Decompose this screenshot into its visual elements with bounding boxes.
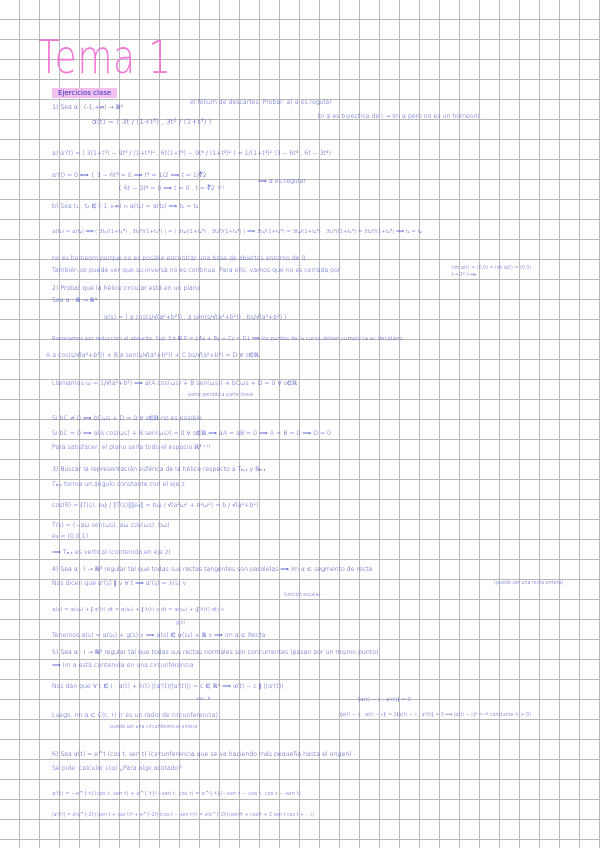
exercise-1-derivative: a) α'(t) = ( 3(1+t³) − 9t³ / (1+t³)² , 6t(1+t³) − 9t⁴ / (1+t³)² ) = 1/(1+t³)² (3 − 6t³ , 6t − 3t⁴) (52, 150, 332, 157)
exercise-2-omega: Llamamos ω = 1/√(a²+b²) ⟹ a(A cos(ωs) + B sen(ωs)) + bCωs + D = 0 ∀ s∈ℝ (52, 380, 298, 387)
exercise-5-normal: Nos dan que ∀ t ∈ I : α(t) + λ(t) J(α'(t)/|α'(t)|) = c ∈ ℝ² ⟹ α(t) − c ∥ J(α'(t)) (52, 683, 284, 690)
exercise-3-conclusion: ⟹ Tₙ,ₜ es vertical (contenida en eje z) (52, 549, 171, 556)
exercise-2-statement: 2) Probar que la hélice circular está en un plano. (52, 285, 203, 292)
exercise-5-derivative: ⟨α(t) − c , α(t) − c⟩' = 2⟨α(t) − c , α'(t)⟩ = 0 ⟹ |α(t) − c|² = r² constante (r > 0) (340, 713, 532, 718)
exercise-4-g: g(s) (176, 621, 186, 626)
exercise-1-zero-eq-1: α'(t) = 0 ⟺ { 3 − 6t³ = 0 ⟹ t³ = 1/2 ⟹ t = 1/∛2 (52, 172, 207, 179)
exercise-1-regular-conclusion: ⟹ α es regular (258, 178, 306, 185)
exercise-2-parts: parte periódica parte lineal (188, 393, 254, 398)
exercise-1-zero-eq-2: { 6t − 3t⁴ = 0 ⟹ t = 0 , t = ∛2 !!! (118, 185, 225, 192)
exercise-2-alpha-def: α(s) = ( a cos(s/√(a²+b²)) , a sen(s/√(a²+b²)) , bs/√(a²+b²) ) (104, 314, 287, 321)
page-title: Tema 1 (38, 30, 172, 84)
exercise-3-tangent: T(s) = (−aω sen(ωs), aω cos(ωs), bω) (52, 522, 170, 529)
exercise-4-integral: α(s) = α(s₀) + ∫ α'(t) dt = α(s₀) + ∫ λ(t) v dt = α(s₀) + (∫ λ(t) dt) v (52, 607, 225, 613)
exercise-1-limits-sub: t→-1⁺ t→∞ (452, 273, 477, 278)
exercise-6-derivative: α'(t) = −e^{-t}(cos t, sen t) + e^{-t}(−sen t, cos t) = e^{-t}(−sen t − cos t, cos t − sen t) (52, 791, 301, 797)
exercise-3-cos: cos(θ) = ⟨T(s), e₃⟩ / ‖T(s)‖‖e₃‖ = bω / √(a²ω² + b²ω²) = b / √(a²+b²) (52, 502, 259, 509)
exercise-3-angle: Tₙ,ₜ forma un ángulo constante con el eje z. (52, 481, 187, 488)
exercise-1-statement: 1) Sea α : (-1,+∞) → ℝ² (52, 104, 123, 111)
exercise-2-alpha-domain: Sea α : ℝ → ℝ³ (52, 297, 97, 304)
exercise-4-parallel: Nos dicen que α'(s) ∥ v ∀ t ⟹ α'(s) = λ(s) v (52, 580, 187, 587)
exercise-2-absurd: Razonamos por reducción al absurdo: Sup ∃ π ∈ P = {Ax + By + Cz = D} ⟹ los puntos de la curva deben cumplir la ec del plano. (52, 336, 405, 342)
exercise-3-e3: e₃ = (0,0,1) (52, 533, 88, 540)
exercise-6-task: Se pide: calcular L(α) ¿Para algo acotado? (52, 765, 182, 772)
exercise-1-limits: lim α(t) = (0,0) = lim α(t) = (0,0) (452, 266, 532, 271)
exercise-5-goal: ⟹ Im α está contenida en una circunferencia (52, 662, 194, 669)
exercise-3-statement: 3) Buscar la representación esférica de la hélice respecto a Tₙ,ₜ y Bₙ,ₜ (52, 466, 266, 473)
exercise-1-task-b: b) α es biyectiva de I → Im α pero no es un homeom. (318, 113, 482, 120)
exercise-1-inverse-note: También se puede ver que su inversa no es continua. Para ello, vamos que no es cerrada por (52, 267, 341, 274)
section-highlight-label: Ejercicios clase (52, 88, 117, 98)
exercise-5-note: puede ser una circunferencia entera (110, 725, 198, 730)
exercise-2-plane-eq: A a cos(s/√(a²+b²)) + B a sen(s/√(a²+b²)) + C bs/√(a²+b²) = D ∀ s∈ℝ (46, 352, 259, 359)
exercise-2-contradiction: Para satisfacer, el plano sería todo el espacio ℝ³ !!! (52, 444, 212, 451)
exercise-6-statement: 6) Sea α(t) = e^t (cos t, sen t) (circunferencia que se va haciendo más pequeña hasta el origen) (52, 751, 352, 758)
exercise-4-scalar-note: función escalar (284, 593, 321, 598)
exercise-2-case-1: Si bC ≠ 0 ⟹ bCωs + D = 0 ∀ s∈ℝ no es posible (52, 415, 202, 422)
exercise-4-statement: 4) Sea α : I → ℝ³ regular tal que todas sus rectas tangentes son paralelas ⟹ Im α ⊂ segmento de recta (52, 566, 373, 573)
exercise-1-not-homeomorphism: no es homeom porque no es posible encontrar una base de abiertos entorno de 0. (52, 255, 308, 262)
exercise-6-norm: |α'(t)| = √(e^{-2t}(sen t + cos t)² + e^{-2t}(cos t − sen t)²) = √(e^{-2t}(sen²t + cos²t + 2 sen t cos t + ...)) (52, 813, 314, 818)
exercise-4-conclusion: Tenemos α(s) = α(s₀) + g(s) v ⟹ α(s) ∈ α(s₀) + ℝ v ⟹ Im α ⊂ Recta (52, 632, 266, 639)
exercise-5-conclusion: Luego, Im α ⊂ C(c, r) (r es un radio de circunferencia) (52, 712, 218, 719)
exercise-1-b-injective: b) Sea t₁ , t₂ ∈ (-1,+∞) ∩ α(t₁) = α(t₂) ⟹ t₁ = t₂ (52, 203, 199, 210)
exercise-1-b-equality: α(t₁) = α(t₂) ⟹ ( 3t₁/(1+t₁³) , 3t₁²/(1+t₁³) ) = ( 3t₂/(1+t₂³) , 3t₂²/(1+t₂³) ) ⟹ 3t₁/(1+t₁³) = 3t₂/(1+t₂³) , 3t₁²/(1+t₁³) = 3t₂²/(1+t₂³) ⟹ t₁ = t₂ (52, 229, 423, 235)
exercise-2-case-2: Si bC = 0 ⟹ a(A cos(ωs) + B sen(ωs)) = 0 ∀ s∈ℝ ⟹ aA = aB = 0 ⟹ A = B = 0 ⟹ D = 0 (52, 430, 331, 437)
exercise-1-alpha-def: α(t) = ( 3t / (1+t³) , 3t² / (1+t³) ) (92, 117, 212, 126)
exercise-5-vec-note: vec. n (196, 697, 211, 702)
exercise-5-statement: 5) Sea α : I → ℝ² regular tal que todas sus rectas normales son concurrentes (pasan por un mismo punto) (52, 649, 379, 656)
exercise-5-orthogonal: ⟨α(t) − c , α'(t)⟩ = 0 (358, 697, 411, 703)
exercise-1-task: el folium de descartes. Probar: a) α es regular (190, 99, 332, 106)
exercise-4-note: (puede ser una recta entera) (494, 581, 564, 586)
